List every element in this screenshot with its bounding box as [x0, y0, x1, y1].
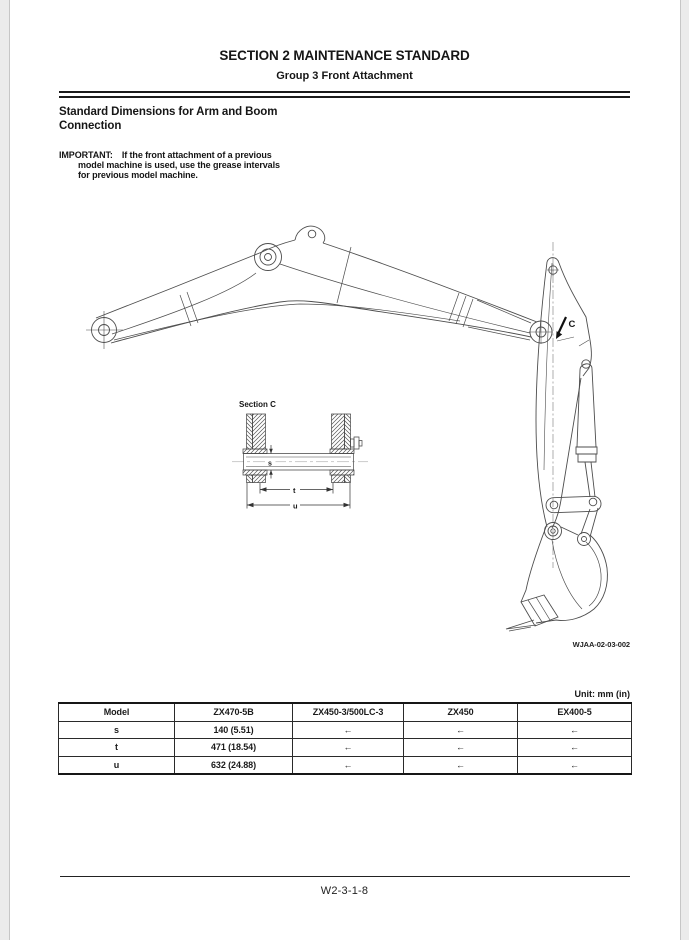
- arm-drawing: [536, 242, 601, 568]
- section-title: SECTION 2 MAINTENANCE STANDARD: [219, 48, 470, 63]
- table-row-s: [59, 721, 632, 739]
- view-arrow-c: [556, 317, 576, 341]
- dimensions-table: [58, 702, 632, 775]
- dimension-u: [247, 483, 350, 510]
- grease-fitting: [351, 437, 363, 449]
- table-cell: ←: [518, 739, 632, 757]
- bucket-drawing: [506, 523, 607, 632]
- table-cell: 632 (24.88): [175, 756, 293, 774]
- figure-ref-code: WJAA-02-03-002: [572, 640, 630, 649]
- table-cell: ←: [404, 756, 518, 774]
- important-line2: model machine is used, use the grease intervals: [78, 159, 280, 170]
- dimension-s-label: s: [268, 460, 272, 468]
- dimension-t: [260, 483, 333, 495]
- unit-label: Unit: mm (in): [574, 689, 630, 699]
- table-cell: ←: [293, 739, 404, 757]
- table-header-model: Model: [59, 703, 175, 721]
- row-label: s: [59, 721, 175, 739]
- table-cell: ←: [518, 721, 632, 739]
- dimension-t-label: t: [293, 485, 296, 495]
- footer-rule: [60, 876, 630, 877]
- table-cell: 471 (18.54): [175, 739, 293, 757]
- important-label: IMPORTANT:: [59, 150, 113, 160]
- table-cell: 140 (5.51): [175, 721, 293, 739]
- table-header-zx450-3: ZX450-3/500LC-3: [293, 703, 404, 721]
- important-line1: If the front attachment of a previous: [121, 150, 272, 160]
- table-cell: ←: [518, 756, 632, 774]
- boom-drawing: [86, 226, 553, 349]
- group-title: Group 3 Front Attachment: [276, 70, 413, 82]
- table-row-t: [59, 739, 632, 757]
- page-heading-line1: Standard Dimensions for Arm and Boom: [59, 106, 278, 118]
- table-header-zx470-5b: ZX470-5B: [175, 703, 293, 721]
- important-line3: for previous model machine.: [78, 169, 198, 180]
- row-label: t: [59, 739, 175, 757]
- table-row-u: [59, 756, 632, 774]
- page-heading-line2: Connection: [59, 119, 122, 132]
- table-header-row: [59, 703, 632, 721]
- table-cell: ←: [293, 756, 404, 774]
- view-arrow-c-label: C: [568, 319, 576, 330]
- table-cell: ←: [293, 721, 404, 739]
- bucket-cylinder-drawing: [576, 360, 597, 497]
- row-label: u: [59, 756, 175, 774]
- dimension-u-label: u: [293, 501, 298, 511]
- page-number: W2-3-1-8: [320, 885, 369, 897]
- table-header-ex400-5: EX400-5: [518, 703, 632, 721]
- table-cell: ←: [404, 721, 518, 739]
- section-c-detail: [232, 400, 368, 510]
- bucket-linkage-drawing: [546, 496, 601, 537]
- section-c-title: Section C: [239, 400, 276, 409]
- table-cell: ←: [404, 739, 518, 757]
- table-header-zx450: ZX450: [404, 703, 518, 721]
